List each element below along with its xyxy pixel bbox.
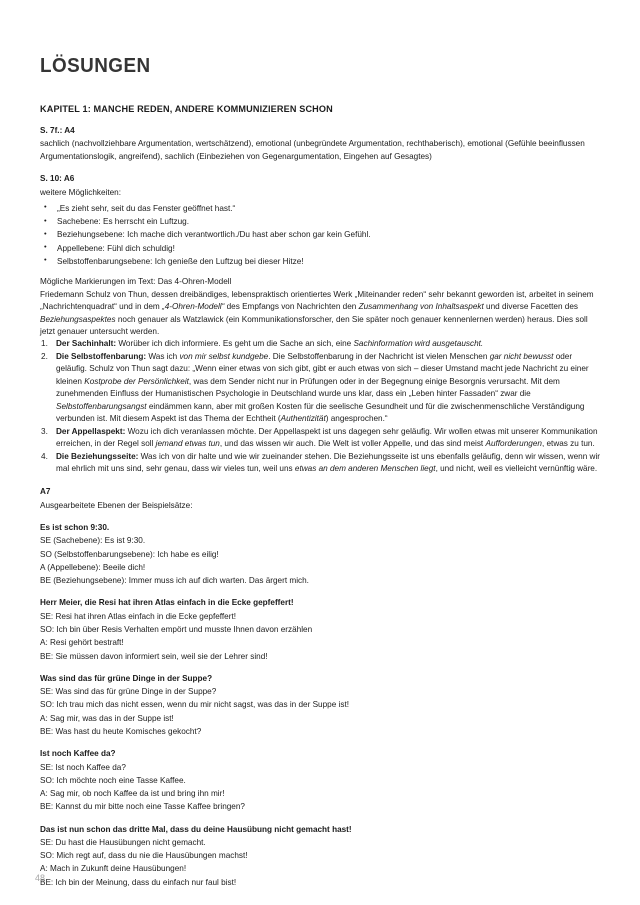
text-run: Was ich von dir halte und wie wir zueinander stehen. Die Beziehungsseite ist uns ebenfalls geläufig, denn wir wissen, wenn wir mal ehrlich mit uns sind, sehr genau, dass wir vieles tun, weil uns <box>56 451 600 474</box>
text-run: , etwas zu tun. <box>541 439 595 449</box>
example-level-line: SO: Ich bin über Resis Verhalten empört und musste Ihnen davon erzählen <box>40 624 313 634</box>
emphasis-italic: gar nicht bewusst <box>489 351 554 361</box>
example-level-line: SO (Selbstoffenbarungsebene): Ich habe es eilig! <box>40 549 219 559</box>
four-ears-model-list <box>40 338 600 475</box>
text-run: Wozu ich dich veranlassen möchte. Der Appellaspekt ist uns dagegen sehr geläufig. Wir wollen etwas mit unserer Kommunikation erreichen, in der Regel soll <box>56 426 598 449</box>
example-level-line: BE: Was hast du heute Komisches gekocht? <box>40 726 202 736</box>
list-item <box>40 451 600 476</box>
emphasis-italic: Aufforderungen <box>485 439 542 449</box>
list-item <box>40 351 600 426</box>
emphasis-italic: „4-Ohren-Modell“ <box>161 302 225 312</box>
emphasis-italic: Kostprobe der Persönlichkeit <box>84 376 189 386</box>
text-run: , was dem Sender nicht nur in Prüfungen oder in der Begegnung einige Besorgnis verursacht. Mit dem zunehmenden Einfluss der Humanistischen Psychologie in Deutschland wurde uns klar, dass ein „Leben hinter Fassaden“ zwar die <box>56 376 560 399</box>
list-item: • Beziehungsebene: Ich mache dich verantwortlich./Du hast aber schon gar kein Gefühl. <box>40 228 600 241</box>
markierungen-lead: Mögliche Markierungen im Text: Das 4-Ohren-Modell <box>40 277 232 287</box>
emphasis-italic: Sachinformation wird ausgetauscht. <box>353 339 484 349</box>
text-run: des Empfangs von Nachrichten den <box>224 302 359 312</box>
list-item: • Appellebene: Fühl dich schuldig! <box>40 242 600 255</box>
list-item: • Sachebene: Es herrscht ein Luftzug. <box>40 215 600 228</box>
text-run: . Die Selbstoffenbarung in der Nachricht ist vielen Menschen <box>268 351 490 361</box>
example-sentence: Herr Meier, die Resi hat ihren Atlas einfach in die Ecke gepfeffert! <box>40 598 294 608</box>
text-run: und diverse Facetten des <box>483 302 578 312</box>
example-level-line: A: Sag mir, ob noch Kaffee da ist und bring ihn mir! <box>40 789 225 799</box>
example-level-line: SE: Resi hat ihren Atlas einfach in die Ecke gepfeffert! <box>40 611 237 621</box>
text-run: Friedemann Schulz von Thun, dessen dreibändiges, lebenspraktisch orientiertes Werk „Miteinander reden“ sehr bekannt geworden ist, arbeitet in seinem „Nachrichtenquadrat“ und in dem <box>40 289 594 312</box>
example-level-line: SO: Ich möchte noch eine Tasse Kaffee. <box>40 775 186 785</box>
example-level-line: BE: Kannst du mir bitte noch eine Tasse Kaffee bringen? <box>40 802 245 812</box>
emphasis-bold: Die Selbstoffenbarung: <box>56 351 147 361</box>
chapter-heading: KAPITEL 1: MANCHE REDEN, ANDERE KOMMUNIZIEREN SCHON <box>40 103 333 115</box>
markierungen-paragraph <box>40 289 600 339</box>
emphasis-bold: Der Appellaspekt: <box>56 426 126 436</box>
example-level-line: A: Sag mir, was das in der Suppe ist! <box>40 713 174 723</box>
emphasis-italic: Beziehungsaspektes <box>40 314 116 324</box>
emphasis-italic: von mir selbst kundgebe <box>179 351 269 361</box>
emphasis-bold: Der Sachinhalt: <box>56 339 117 349</box>
text-run: eindämmen kann, aber mit großen Kosten für die seelische Gesundheit und für die zwischenmenschliche Verständigung verbunden ist. Mit diesem Aspekt ist das Thema der Echtheit ( <box>56 401 585 424</box>
list-item: • Selbstoffenbarungsebene: Ich genieße den Luftzug bei dieser Hitze! <box>40 255 600 268</box>
example-level-line: BE: Sie müssen davon informiert sein, weil sie der Lehrer sind! <box>40 651 268 661</box>
text-run: , und nicht, weil es vielleicht vernünftig wäre. <box>435 464 598 474</box>
example-level-line: SO: Ich trau mich das nicht essen, wenn du mir nicht sagst, was das in der Suppe ist! <box>40 700 349 710</box>
examples-container <box>40 521 600 889</box>
emphasis-italic: Zusammenhang von Inhaltsaspekt <box>358 302 484 312</box>
bullet-list-s10 <box>40 202 600 268</box>
example-level-line: A: Mach in Zukunft deine Hausübungen! <box>40 864 187 874</box>
list-item <box>40 338 600 350</box>
example-level-line: BE (Beziehungsebene): Immer muss ich auf dich warten. Das ärgert mich. <box>40 576 309 586</box>
example-level-line: BE: Ich bin der Meinung, dass du einfach nur faul bist! <box>40 877 237 887</box>
emphasis-italic: etwas an dem anderen Menschen liegt <box>294 464 436 474</box>
example-level-line: SE: Ist noch Kaffee da? <box>40 762 126 772</box>
emphasis-italic: Selbstoffenbarungsangst <box>56 401 147 411</box>
section-heading-a7: A7 <box>40 486 51 496</box>
example-level-line: SE: Was sind das für grüne Dinge in der Suppe? <box>40 687 217 697</box>
list-item <box>40 426 600 451</box>
example-level-line: A: Resi gehört bestraft! <box>40 638 124 648</box>
section-intro-s10: weitere Möglichkeiten: <box>40 188 122 198</box>
example-sentence: Ist noch Kaffee da? <box>40 749 116 759</box>
text-run: , und das wissen wir auch. Die Welt ist voller Appelle, und das sind meist <box>219 439 486 449</box>
example-level-line: SE (Sachebene): Es ist 9:30. <box>40 536 146 546</box>
text-run: noch genauer als Watzlawick (ein Kommunikationsforscher, den Sie später noch genauer kennenlernen werden) heraus. Dies soll jetzt genauer untersucht werden. <box>40 314 588 337</box>
example-level-line: A (Appellebene): Beeile dich! <box>40 562 146 572</box>
example-sentence: Das ist nun schon das dritte Mal, dass du deine Hausübung nicht gemacht hast! <box>40 824 352 834</box>
section-intro-a7: Ausgearbeitete Ebenen der Beispielsätze: <box>40 500 193 510</box>
example-level-line: SO: Mich regt auf, dass du nie die Hausübungen machst! <box>40 851 248 861</box>
example-sentence: Was sind das für grüne Dinge in der Suppe? <box>40 673 213 683</box>
emphasis-italic: Authentizität <box>280 414 326 424</box>
section-body-s7: sachlich (nachvollziehbare Argumentation, wertschätzend), emotional (unbegründete Argumentation, rechthaberisch), emotional (Gefühle beeinflussen Argumentationslogik, angreifend), sachlich (Einbeziehen von Gegenargumentation, Eingehen auf Gesagtes) <box>40 139 585 161</box>
emphasis-italic: jemand etwas tun <box>155 439 220 449</box>
section-heading-s10: S. 10: A6 <box>40 174 75 184</box>
text-run: oder geläufig. Schulz von Thun sagt dazu: „Wenn einer etwas von sich gibt, gibt er auch etwas von sich – dieser Umstand macht jede Nachricht zu einer kleinen <box>56 351 589 386</box>
page-number: 48 <box>35 873 46 883</box>
text-run: Worüber ich dich informiere. Es geht um die Sache an sich, eine <box>116 339 354 349</box>
page-title: LÖSUNGEN <box>40 54 151 77</box>
text-run: Was ich <box>146 351 180 361</box>
text-run: ) angesprochen.“ <box>325 414 388 424</box>
example-sentence: Es ist schon 9:30. <box>40 523 110 532</box>
section-heading-s7: S. 7f.: A4 <box>40 125 75 135</box>
example-level-line: SE: Du hast die Hausübungen nicht gemacht. <box>40 837 206 847</box>
list-item: • „Es zieht sehr, seit du das Fenster geöffnet hast.“ <box>40 202 600 215</box>
emphasis-bold: Die Beziehungsseite: <box>56 451 139 461</box>
